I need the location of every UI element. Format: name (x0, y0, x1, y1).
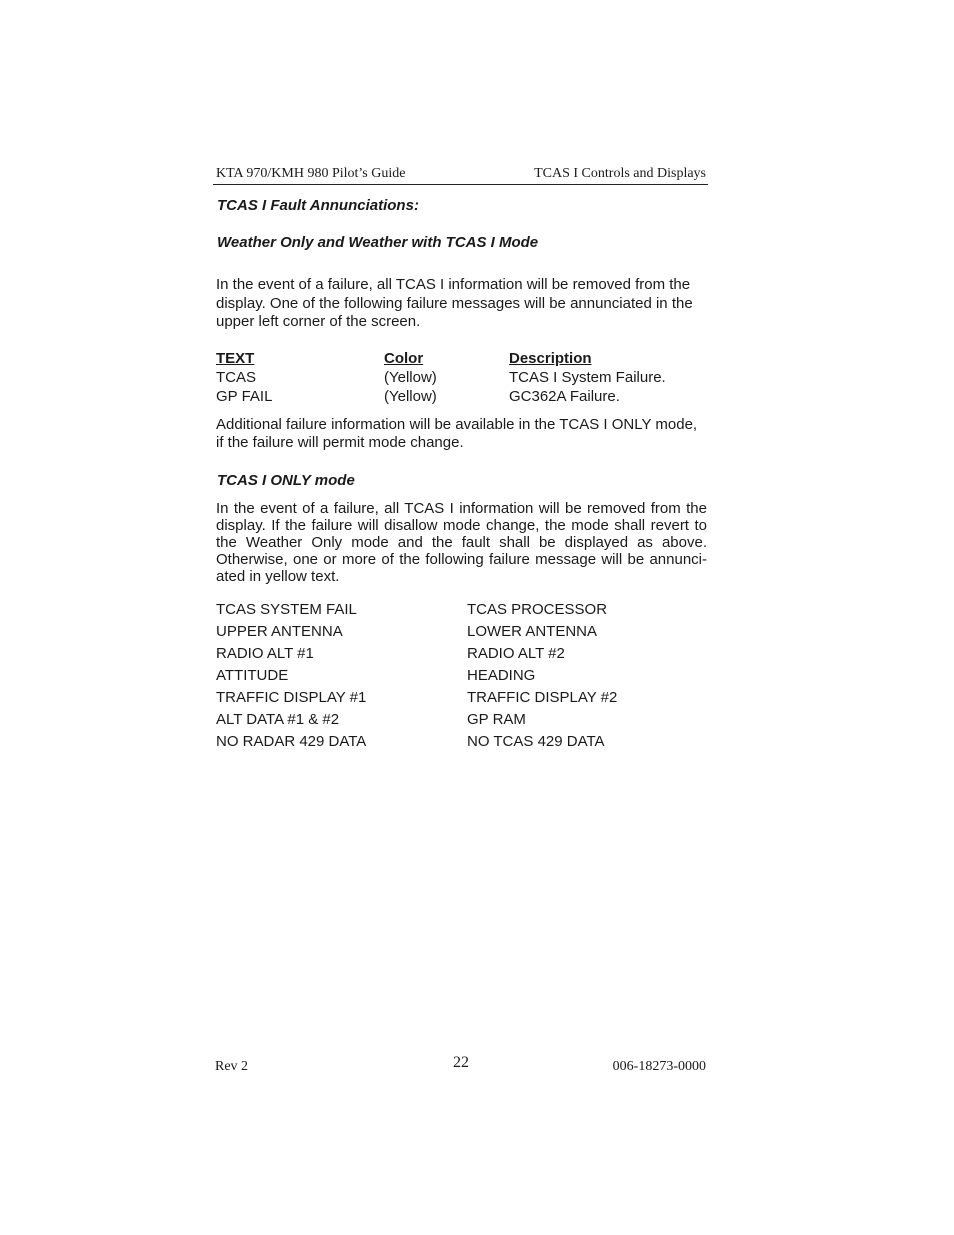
failure-message: UPPER ANTENNA (216, 623, 343, 640)
tcas-only-paragraph: In the event of a failure, all TCAS I information will be removed from the display. If the failure will disallow mode change, the mode shall revert to the Weather Only mode and the fault shall be displayed as above. Otherwise, one or more of the following failure message will be annunci-ated in yellow text. (216, 500, 707, 585)
failure-message: TRAFFIC DISPLAY #1 (216, 689, 367, 706)
list-item (216, 645, 707, 667)
row-text: TCAS (216, 369, 257, 386)
header-text: TEXT (216, 350, 255, 367)
row-text: GP FAIL (216, 388, 273, 405)
failure-message: RADIO ALT #1 (216, 645, 314, 662)
table-row (216, 388, 707, 407)
list-item (216, 601, 707, 623)
row-color: (Yellow) (384, 388, 437, 405)
failure-message: TRAFFIC DISPLAY #2 (467, 689, 618, 706)
list-item (216, 689, 707, 711)
additional-info-paragraph: Additional failure information will be available in the TCAS I ONLY mode, if the failure will permit mode change. (216, 416, 698, 451)
failure-table-header (216, 350, 707, 369)
failure-table (216, 350, 707, 407)
header-section-title: TCAS I Controls and Displays (534, 166, 706, 181)
section-title: TCAS I Fault Annunciations: (217, 197, 419, 214)
failure-message: TCAS SYSTEM FAIL (216, 601, 357, 618)
failure-message: ATTITUDE (216, 667, 289, 684)
page-number: 22 (453, 1054, 469, 1071)
row-description: TCAS I System Failure. (509, 369, 666, 386)
list-item (216, 667, 707, 689)
page-header (213, 166, 708, 185)
header-description: Description (509, 350, 592, 367)
failure-message: HEADING (467, 667, 536, 684)
failure-message: RADIO ALT #2 (467, 645, 565, 662)
failure-message: TCAS PROCESSOR (467, 601, 608, 618)
footer-revision: Rev 2 (215, 1059, 249, 1074)
failure-message: LOWER ANTENNA (467, 623, 598, 640)
failure-message: NO RADAR 429 DATA (216, 733, 367, 750)
failure-message: GP RAM (467, 711, 526, 728)
header-color: Color (384, 350, 424, 367)
failure-message-list (216, 601, 707, 755)
subsection-title-tcas-only: TCAS I ONLY mode (217, 472, 355, 489)
row-description: GC362A Failure. (509, 388, 620, 405)
subsection-title-weather: Weather Only and Weather with TCAS I Mode (217, 234, 539, 251)
list-item (216, 623, 707, 645)
footer-document-number: 006-18273-0000 (612, 1059, 706, 1074)
failure-message: ALT DATA #1 & #2 (216, 711, 340, 728)
row-color: (Yellow) (384, 369, 437, 386)
header-guide-title: KTA 970/KMH 980 Pilot’s Guide (216, 166, 406, 181)
list-item (216, 711, 707, 733)
table-row (216, 369, 707, 388)
weather-mode-paragraph: In the event of a failure, all TCAS I information will be removed from the display. One of the following failure messages will be annunciated in the upper left corner of the screen. (216, 276, 693, 330)
failure-message: NO TCAS 429 DATA (467, 733, 605, 750)
list-item (216, 733, 707, 755)
